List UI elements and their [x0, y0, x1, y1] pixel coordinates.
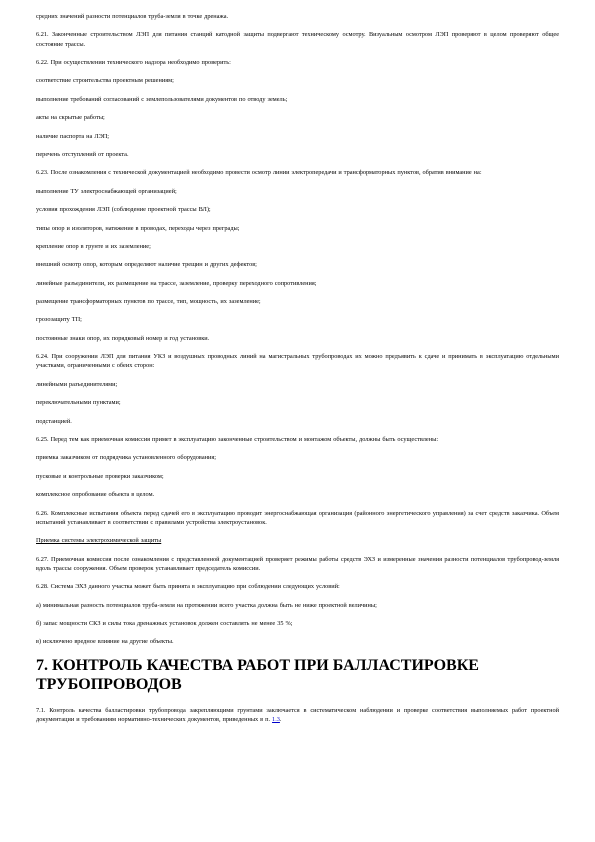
section-heading: 7. КОНТРОЛЬ КАЧЕСТВА РАБОТ ПРИ БАЛЛАСТИРОВКЕ ТРУБОПРОВОДОВ — [36, 656, 479, 693]
paragraph: грозозащиту ТП; — [36, 316, 82, 324]
section-subheading: Приемка системы электрохимической защиты — [36, 537, 162, 545]
paragraph: 6.28. Система ЭХЗ данного участка может быть принята в эксплуатацию при соблюдении следующих условий: — [36, 583, 340, 591]
paragraph: 6.25. Перед тем как приемочная комиссия примет в эксплуатацию законченные строительством и монтажом объекты, должны быть осуществлены: — [36, 436, 439, 443]
paragraph: типы опор и изоляторов, натяжение в проводах, переходы через преграды; — [36, 224, 240, 232]
paragraph: наличие паспорта на ЛЭП; — [36, 132, 110, 140]
paragraph: 6.22. При осуществлении технического надзора необходимо проверить: — [36, 58, 231, 66]
paragraph: комплексное опробование объекта в целом. — [36, 491, 155, 499]
paragraph: б) запас мощности СКЗ и силы тока дренажных установок должен составлять не менее 35 %; — [36, 619, 293, 627]
paragraph: 6.26. Комплексные испытания объекта перед сдачей его в эксплуатацию проводит энергоснабжающая организация (районного энергетического управления) за счет средств заказчика. Объем испытаний устанавливает в соответствии с правилами устройства электроустановок. — [36, 509, 559, 526]
paragraph-tail: . — [279, 715, 282, 723]
paragraph: внешний осмотр опор, которым определяют наличие трещин и других дефектов; — [36, 261, 257, 269]
paragraph: 6.24. При сооружении ЛЭП для питания УКЗ и воздушных проводных линий на магистральных трубопроводах их можно предъявить к сдаче и принимать в эксплуатацию отдельными участками, ограниченными с обеих сторон: — [36, 353, 559, 370]
paragraph: 6.27. Приемочная комиссия после ознакомления с представленной документацией проверяет режимы работы средств ЭХЗ и измеренные значения разности потенциалов трубопровод-земля вдоль трассы сооружения. Объем проверок устанавливает председатель комиссии. — [36, 555, 559, 572]
paragraph: 6.21. Законченные строительством ЛЭП для питания станций катодной защиты подвергают техническому осмотру. Визуальным осмотром ЛЭП проверяют в целом проверяют общее состояние трассы. — [36, 31, 559, 48]
reference-link[interactable]: 1.3 — [272, 715, 280, 723]
paragraph: условия прохождения ЛЭП (соблюдение проектной трассы ВЛ); — [36, 206, 211, 214]
paragraph: акты на скрытые работы; — [36, 114, 105, 122]
paragraph: средних значений разности потенциалов труба-земля в точке дренажа. — [36, 13, 229, 20]
paragraph: пусковые и контрольные проверки заказчиком; — [36, 472, 164, 480]
paragraph: приемка заказчиком от подрядчика установленного оборудования; — [36, 454, 217, 462]
paragraph: линейные разъединители, их размещение на трассе, заземление, проверку переходного сопротивления; — [36, 279, 317, 287]
paragraph: соответствие строительства проектным решениям; — [36, 77, 174, 85]
paragraph: подстанцией. — [36, 417, 72, 425]
paragraph: перечень отступлений от проекта. — [36, 150, 129, 158]
paragraph: 6.23. После ознакомления с технической документацией необходимо провести осмотр линии электропередачи и трансформаторных пунктов, обратив внимание на: — [36, 169, 482, 177]
paragraph-text: 7.1. Контроль качества балластировки трубопровода закрепляющими грунтами заключается в систематическом наблюдении и проверке соответствия выполняемых работ проектной документации и требованиям нормативно-технических документов, приведенных в п. — [36, 706, 559, 723]
paragraph: постоянные знаки опор, их порядковый номер и год установки. — [36, 334, 210, 342]
paragraph: крепление опор в грунте и их заземление; — [36, 242, 151, 250]
paragraph: переключательными пунктами; — [36, 399, 121, 407]
paragraph: размещение трансформаторных пунктов по трассе, тип, мощность, их заземление; — [36, 298, 261, 306]
paragraph: линейными разъединителями; — [36, 380, 118, 388]
paragraph: а) минимальная разность потенциалов труба-земля на протяжении всего участка должна быть не ниже проектной величины; — [36, 601, 377, 609]
document-body — [36, 12, 559, 647]
paragraph-with-link — [36, 706, 559, 724]
paragraph: выполнение ТУ электроснабжающей организацией; — [36, 187, 177, 195]
paragraph: в) исключено вредное влияние на другие объекты. — [36, 638, 174, 646]
paragraph: выполнение требований согласований с землепользователями документов по отводу земель; — [36, 95, 288, 103]
